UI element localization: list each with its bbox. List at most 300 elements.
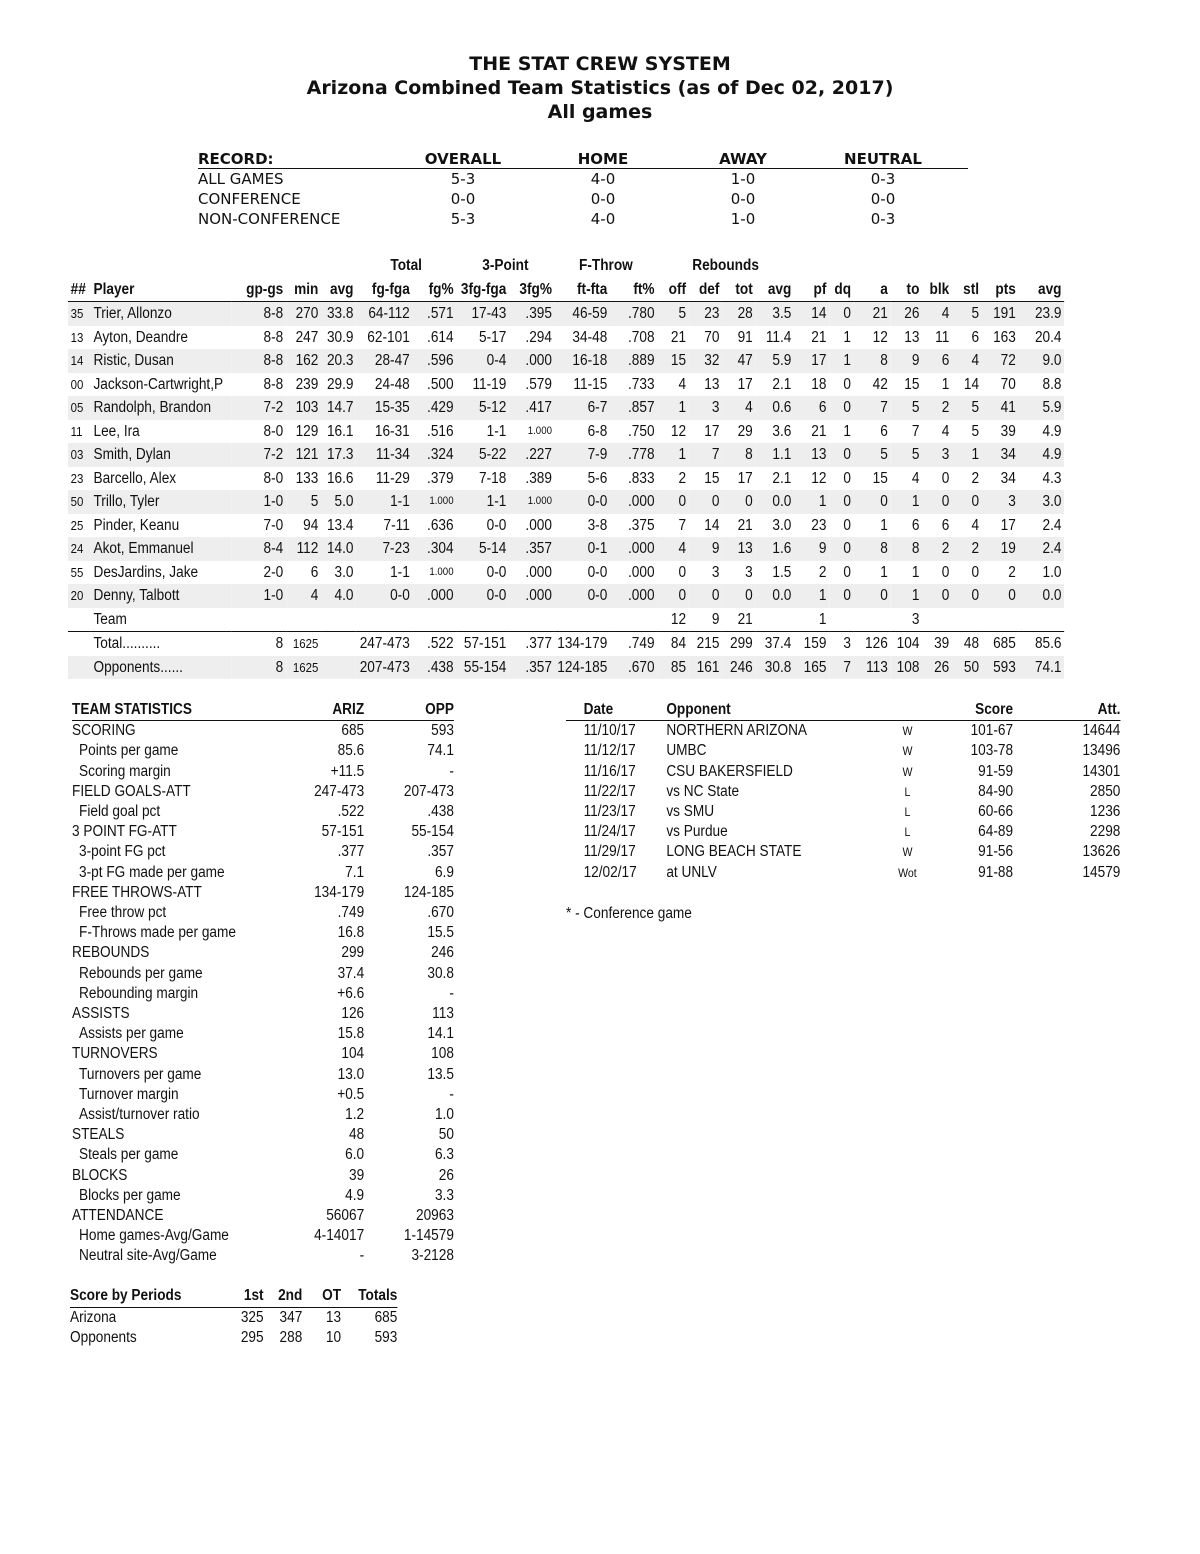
- stat-cell: 3: [745, 563, 753, 581]
- game-result: L: [904, 784, 911, 799]
- stat-cell: 1.000: [527, 424, 552, 437]
- team-stat-row: [72, 782, 454, 802]
- team-stat-label: 3-pt FG made per game: [79, 863, 225, 881]
- periods-header: Totals: [341, 1286, 397, 1307]
- report-title: Arizona Combined Team Statistics (as of Dec 02, 2017): [306, 77, 894, 99]
- stat-cell: [321, 656, 356, 680]
- team-stat-row: [72, 741, 454, 761]
- team-stat-row: [72, 1125, 454, 1145]
- stat-cell: 1: [829, 349, 854, 373]
- game-result: W: [902, 764, 913, 779]
- stat-cell: 1: [952, 443, 982, 467]
- record-header: RECORD:: [198, 150, 408, 169]
- stat-cell: 162: [286, 349, 321, 373]
- team-stat-opp: 14.1: [427, 1025, 454, 1043]
- stat-cell: 6: [941, 516, 950, 534]
- stat-cell: 50: [68, 490, 91, 514]
- stat-cell: 16-18: [555, 349, 610, 373]
- game-attendance: 1236: [1090, 803, 1121, 821]
- team-stat-label: Blocks per game: [79, 1186, 181, 1204]
- stat-cell: 11: [935, 328, 950, 346]
- record-row: [198, 169, 968, 190]
- stat-cell: 17.3: [321, 443, 356, 467]
- stat-cell: 1: [843, 422, 852, 440]
- team-stat-row: [72, 1044, 454, 1064]
- stat-cell: 15: [704, 469, 720, 487]
- stat-cell: 8-0: [263, 469, 284, 487]
- stat-cell: 5: [971, 422, 980, 440]
- team-stat-ariz: 1.2: [345, 1106, 365, 1124]
- stat-cell: [854, 608, 891, 632]
- stat-cell: 14: [794, 302, 829, 326]
- stat-cell: 14: [704, 516, 720, 534]
- team-stats-header: TEAM STATISTICS: [72, 700, 292, 721]
- stat-cell: 299: [722, 632, 755, 656]
- team-stat-label: FIELD GOALS-ATT: [72, 782, 191, 800]
- game-result: W: [902, 845, 913, 860]
- stat-cell: 8: [890, 537, 922, 561]
- game-row: [566, 782, 1120, 802]
- stat-cell: 2: [922, 537, 952, 561]
- stat-cell: 29: [737, 422, 753, 440]
- team-stat-opp: -: [449, 984, 454, 1002]
- stat-cell: 104: [890, 632, 922, 656]
- team-stat-opp: 108: [431, 1045, 454, 1063]
- stat-cell: .000: [525, 516, 552, 534]
- score-by-periods-table: [70, 1286, 397, 1349]
- player-row: [68, 302, 1064, 326]
- stat-cell: 5: [657, 302, 689, 326]
- player-name: Akot, Emmanuel: [91, 537, 232, 561]
- periods-header: OT: [302, 1286, 341, 1307]
- game-attendance: 13496: [1082, 742, 1121, 760]
- stat-cell: 94: [303, 516, 319, 534]
- team-stat-row: [72, 1145, 454, 1165]
- game-opponent: vs SMU: [666, 803, 715, 821]
- team-stat-label: Home games-Avg/Game: [79, 1227, 229, 1245]
- team-stat-label: Assists per game: [79, 1025, 184, 1043]
- stat-cell: 1: [890, 490, 922, 514]
- column-header: dq: [829, 278, 854, 302]
- stat-cell: 23: [689, 302, 722, 326]
- stat-cell: 0-0: [555, 490, 610, 514]
- stat-cell: 14: [68, 349, 91, 373]
- player-row: [68, 373, 1064, 397]
- stat-cell: 4: [286, 584, 321, 608]
- stat-cell: .516: [427, 422, 454, 440]
- stat-cell: 1: [880, 516, 888, 534]
- stat-cell: 0: [678, 563, 687, 581]
- schedule-table: [566, 700, 1120, 883]
- stat-cell: 5.9: [1018, 396, 1064, 420]
- team-stat-ariz: 37.4: [337, 964, 365, 982]
- total-label: Total..........: [91, 632, 232, 656]
- stat-cell: 21: [811, 422, 827, 440]
- stat-cell: 25: [70, 517, 84, 533]
- team-stat-row: [72, 1186, 454, 1206]
- player-name: Smith, Dylan: [91, 443, 232, 467]
- stat-cell: 70: [704, 328, 720, 346]
- periods-cell: Arizona: [70, 1308, 117, 1326]
- stat-cell: 1.5: [772, 563, 792, 581]
- stat-cell: 7-0: [263, 516, 284, 534]
- record-cell: NON-CONFERENCE: [198, 210, 341, 228]
- stat-cell: 0: [922, 584, 952, 608]
- stat-cell: .227: [509, 443, 555, 467]
- stat-cell: .375: [627, 516, 655, 534]
- stat-cell: 161: [689, 656, 722, 680]
- stat-cell: 7: [689, 443, 722, 467]
- stat-cell: 0-0: [587, 563, 608, 581]
- player-row: [68, 443, 1064, 467]
- stat-cell: [412, 608, 456, 632]
- stat-cell: 74.1: [1018, 656, 1064, 680]
- team-stat-ariz: 4.9: [345, 1186, 365, 1204]
- stat-cell: 32: [689, 349, 722, 373]
- stat-cell: 9.0: [1018, 349, 1064, 373]
- stat-cell: 3: [911, 610, 920, 628]
- stat-cell: 17: [1000, 516, 1016, 534]
- game-score: 91-59: [978, 762, 1014, 780]
- team-statistics-table: [72, 700, 454, 1267]
- team-stats-header: ARIZ: [292, 700, 364, 721]
- stat-cell: 26: [922, 656, 952, 680]
- team-stat-row: [72, 1206, 454, 1226]
- system-title: THE STAT CREW SYSTEM: [469, 53, 731, 75]
- stat-cell: [982, 608, 1019, 632]
- team-stat-ariz: +6.6: [337, 984, 365, 1002]
- stat-cell: .596: [412, 349, 456, 373]
- stat-cell: 593: [982, 656, 1019, 680]
- stat-cell: 5: [854, 443, 891, 467]
- team-stat-label: TURNOVERS: [72, 1045, 158, 1063]
- player-name: Team: [93, 610, 127, 628]
- stat-cell: 1-1: [456, 490, 509, 514]
- team-stat-label: BLOCKS: [72, 1166, 128, 1184]
- stat-cell: .000: [509, 349, 555, 373]
- stat-cell: 16.1: [326, 422, 354, 440]
- stat-cell: .294: [525, 328, 552, 346]
- player-row: [68, 537, 1064, 561]
- player-name: Randolph, Brandon: [91, 396, 232, 420]
- team-stat-opp: .670: [427, 904, 454, 922]
- team-stat-row: [72, 1246, 454, 1266]
- stat-cell: 35: [68, 302, 91, 326]
- game-attendance: 2850: [1090, 782, 1121, 800]
- periods-header: 1st: [237, 1286, 263, 1307]
- stat-cell: [68, 608, 91, 632]
- team-stat-opp: 13.5: [427, 1065, 454, 1083]
- stat-cell: 8: [232, 632, 286, 656]
- stat-cell: [829, 608, 854, 632]
- player-row: [68, 326, 1064, 350]
- stat-cell: 5: [890, 443, 922, 467]
- stat-cell: 42: [872, 375, 888, 393]
- team-stat-row: [72, 1226, 454, 1246]
- game-result: W: [902, 744, 913, 759]
- record-cell: 0-0: [450, 190, 476, 208]
- periods-header: 2nd: [264, 1286, 303, 1307]
- stat-cell: 4: [971, 516, 980, 534]
- player-row: [68, 584, 1064, 608]
- group-header-spacer: [68, 254, 356, 278]
- player-name: Trier, Allonzo: [91, 302, 232, 326]
- stat-cell: [321, 632, 356, 656]
- team-stat-label: Turnovers per game: [79, 1065, 202, 1083]
- stat-cell: 13: [904, 328, 920, 346]
- stat-cell: 270: [286, 302, 321, 326]
- stat-cell: 7: [678, 516, 687, 534]
- stat-cell: 0: [657, 490, 689, 514]
- column-header: avg: [321, 278, 356, 302]
- team-stat-row: [72, 883, 454, 903]
- stat-cell: .389: [525, 469, 552, 487]
- stat-cell: [232, 608, 286, 632]
- periods-cell: 288: [279, 1329, 303, 1346]
- stat-cell: 5.9: [755, 349, 794, 373]
- stat-cell: .749: [610, 632, 657, 656]
- schedule-header: Att.: [1013, 700, 1120, 721]
- stat-cell: 4: [952, 349, 982, 373]
- team-stat-label: F-Throws made per game: [79, 924, 236, 942]
- periods-cell: 347: [279, 1308, 303, 1326]
- stat-cell: 1.000: [509, 490, 555, 514]
- stat-cell: 247: [295, 328, 319, 346]
- player-name: Barcello, Alex: [93, 469, 177, 487]
- record-cell: 5-3: [450, 170, 476, 188]
- stat-cell: 4.9: [1018, 443, 1064, 467]
- stat-cell: 46-59: [555, 302, 610, 326]
- game-date: 11/16/17: [583, 762, 636, 780]
- game-attendance: 14579: [1082, 863, 1121, 881]
- player-name: Ristic, Dusan: [91, 349, 232, 373]
- column-header: pts: [982, 278, 1019, 302]
- stat-cell: [509, 608, 555, 632]
- column-header: blk: [922, 278, 952, 302]
- game-date: 11/12/17: [583, 742, 636, 760]
- stat-cell: [68, 632, 91, 656]
- stat-cell: 21: [811, 328, 827, 346]
- stat-cell: 11-15: [573, 375, 608, 393]
- game-opponent: at UNLV: [666, 863, 717, 881]
- team-stat-label: FREE THROWS-ATT: [72, 883, 202, 901]
- stat-cell: 13: [70, 329, 84, 345]
- schedule-header: Opponent: [656, 700, 876, 721]
- stat-cell: 57-151: [456, 632, 509, 656]
- player-name: Pinder, Keanu: [93, 516, 180, 534]
- column-header: min: [286, 278, 321, 302]
- stat-cell: 0-0: [555, 584, 610, 608]
- stat-cell: .379: [427, 469, 454, 487]
- stat-cell: .000: [509, 584, 555, 608]
- stat-cell: 0: [952, 490, 982, 514]
- player-row: [68, 396, 1064, 420]
- stat-cell: 0: [829, 302, 854, 326]
- team-stat-opp: 246: [431, 944, 454, 962]
- team-stat-row: [72, 1024, 454, 1044]
- team-stat-ariz: .522: [337, 803, 365, 821]
- stat-cell: 4: [722, 396, 755, 420]
- stat-cell: 00: [70, 376, 84, 392]
- column-header: a: [854, 278, 891, 302]
- record-table: [198, 150, 968, 229]
- stat-cell: 3-8: [587, 516, 608, 534]
- team-stat-row: [72, 943, 454, 963]
- stat-cell: 55-154: [456, 656, 509, 680]
- stat-cell: 0-0: [486, 563, 507, 581]
- record-cell: ALL GAMES: [198, 170, 284, 188]
- team-stat-row: [72, 1065, 454, 1085]
- stat-cell: 112: [286, 537, 321, 561]
- group-header: F-Throw: [578, 257, 633, 274]
- stat-cell: 8-4: [232, 537, 286, 561]
- group-header-row: [68, 254, 1064, 278]
- stat-cell: 8: [854, 537, 891, 561]
- stat-cell: 0: [689, 490, 722, 514]
- stat-cell: 0: [854, 584, 891, 608]
- stat-cell: 7: [829, 656, 854, 680]
- team-stat-label: Points per game: [79, 742, 179, 760]
- game-opponent: LONG BEACH STATE: [666, 843, 802, 861]
- stat-cell: 21: [670, 328, 687, 346]
- stat-cell: 12: [872, 328, 888, 346]
- stat-cell: 113: [854, 656, 891, 680]
- stat-cell: 3.0: [772, 516, 792, 534]
- stat-cell: .000: [412, 584, 456, 608]
- game-row: [566, 802, 1120, 822]
- team-stat-row: [72, 923, 454, 943]
- stat-cell: [555, 608, 610, 632]
- stat-cell: .000: [627, 563, 655, 581]
- stat-cell: 21: [737, 610, 753, 628]
- team-stat-label: 3 POINT FG-ATT: [72, 823, 177, 841]
- team-stat-opp: 26: [438, 1166, 454, 1184]
- group-header: Total: [390, 257, 422, 274]
- stat-cell: 6: [922, 349, 952, 373]
- stat-cell: 1-1: [356, 490, 412, 514]
- stat-cell: 246: [722, 656, 755, 680]
- stat-cell: 3.0: [334, 563, 354, 581]
- stat-cell: [456, 608, 509, 632]
- stat-cell: 5-22: [456, 443, 509, 467]
- stat-cell: 23: [70, 470, 84, 486]
- stat-cell: 1: [843, 328, 852, 346]
- game-opponent: vs NC State: [666, 782, 740, 800]
- record-cell: CONFERENCE: [198, 190, 301, 208]
- stat-cell: 159: [794, 632, 829, 656]
- team-row: [68, 608, 1064, 632]
- stat-cell: 0: [982, 584, 1019, 608]
- stat-cell: 1625: [286, 632, 321, 656]
- stat-cell: 17: [704, 422, 720, 440]
- group-header: 3-Point: [482, 257, 529, 274]
- stat-cell: .778: [610, 443, 657, 467]
- stat-cell: 13.4: [326, 516, 354, 534]
- game-attendance: 14301: [1082, 762, 1121, 780]
- stat-cell: 0: [952, 584, 982, 608]
- column-header: pf: [794, 278, 829, 302]
- team-stat-ariz: -: [359, 1247, 365, 1265]
- stat-cell: 8: [722, 443, 755, 467]
- stat-cell: 7-11: [383, 516, 410, 534]
- stat-cell: 8.8: [1042, 375, 1062, 393]
- stat-cell: 14: [963, 375, 980, 393]
- team-stat-ariz: 7.1: [345, 863, 365, 881]
- team-stat-opp: 15.5: [427, 924, 454, 942]
- stat-cell: .000: [525, 563, 552, 581]
- team-stat-ariz: 685: [341, 722, 365, 740]
- team-stat-row: [72, 721, 454, 742]
- stat-cell: 20.4: [1034, 328, 1062, 346]
- stat-cell: 47: [722, 349, 755, 373]
- stat-cell: 21: [737, 516, 753, 534]
- stat-cell: 0: [843, 563, 852, 581]
- team-stat-row: [72, 1166, 454, 1186]
- total-row: [68, 632, 1064, 656]
- team-stat-label: ASSISTS: [72, 1005, 130, 1023]
- game-result: W: [902, 724, 913, 739]
- stat-cell: 20.3: [321, 349, 356, 373]
- team-stat-ariz: 13.0: [337, 1065, 365, 1083]
- column-header: ft%: [610, 278, 657, 302]
- stat-cell: .377: [509, 632, 555, 656]
- group-header: Rebounds: [692, 257, 759, 274]
- team-stat-ariz: 16.8: [337, 924, 365, 942]
- column-header: avg: [1018, 278, 1064, 302]
- stat-cell: 30.9: [326, 328, 354, 346]
- team-stat-label: Free throw pct: [79, 904, 167, 922]
- stat-cell: 0-0: [486, 516, 507, 534]
- record-row: [198, 209, 968, 229]
- stat-cell: 3: [982, 490, 1019, 514]
- stat-cell: 03: [68, 443, 91, 467]
- stat-cell: .733: [627, 375, 655, 393]
- stat-cell: 2: [952, 537, 982, 561]
- stat-cell: .357: [509, 656, 555, 680]
- stat-cell: 0-1: [555, 537, 610, 561]
- player-stats-table: [68, 254, 1064, 679]
- stat-cell: 1: [794, 584, 829, 608]
- stat-cell: 6: [911, 516, 920, 534]
- stat-cell: 62-101: [367, 328, 410, 346]
- team-stat-opp: 1-14579: [403, 1227, 454, 1245]
- stat-cell: 9: [890, 349, 922, 373]
- stat-cell: .579: [525, 375, 552, 393]
- game-score: 101-67: [970, 722, 1014, 740]
- player-row: [68, 490, 1064, 514]
- stat-cell: 14.7: [321, 396, 356, 420]
- report-subtitle: All games: [547, 101, 653, 123]
- stat-cell: 5-6: [587, 469, 608, 487]
- stat-cell: .614: [427, 328, 454, 346]
- team-stat-row: [72, 984, 454, 1004]
- team-stat-opp: 50: [438, 1126, 454, 1144]
- team-stat-opp: 593: [431, 722, 454, 740]
- stat-cell: [610, 608, 657, 632]
- team-stat-row: [72, 863, 454, 883]
- total-label: Opponents......: [91, 656, 232, 680]
- record-cell: 0-3: [870, 170, 896, 188]
- stat-cell: 5: [952, 396, 982, 420]
- stat-cell: 2: [971, 469, 980, 487]
- stat-cell: 41: [982, 396, 1019, 420]
- game-row: [566, 762, 1120, 782]
- stat-cell: [922, 608, 952, 632]
- stat-cell: 72: [982, 349, 1019, 373]
- stat-cell: 1: [657, 396, 689, 420]
- stat-cell: 163: [993, 328, 1016, 346]
- player-name: Trillo, Tyler: [91, 490, 232, 514]
